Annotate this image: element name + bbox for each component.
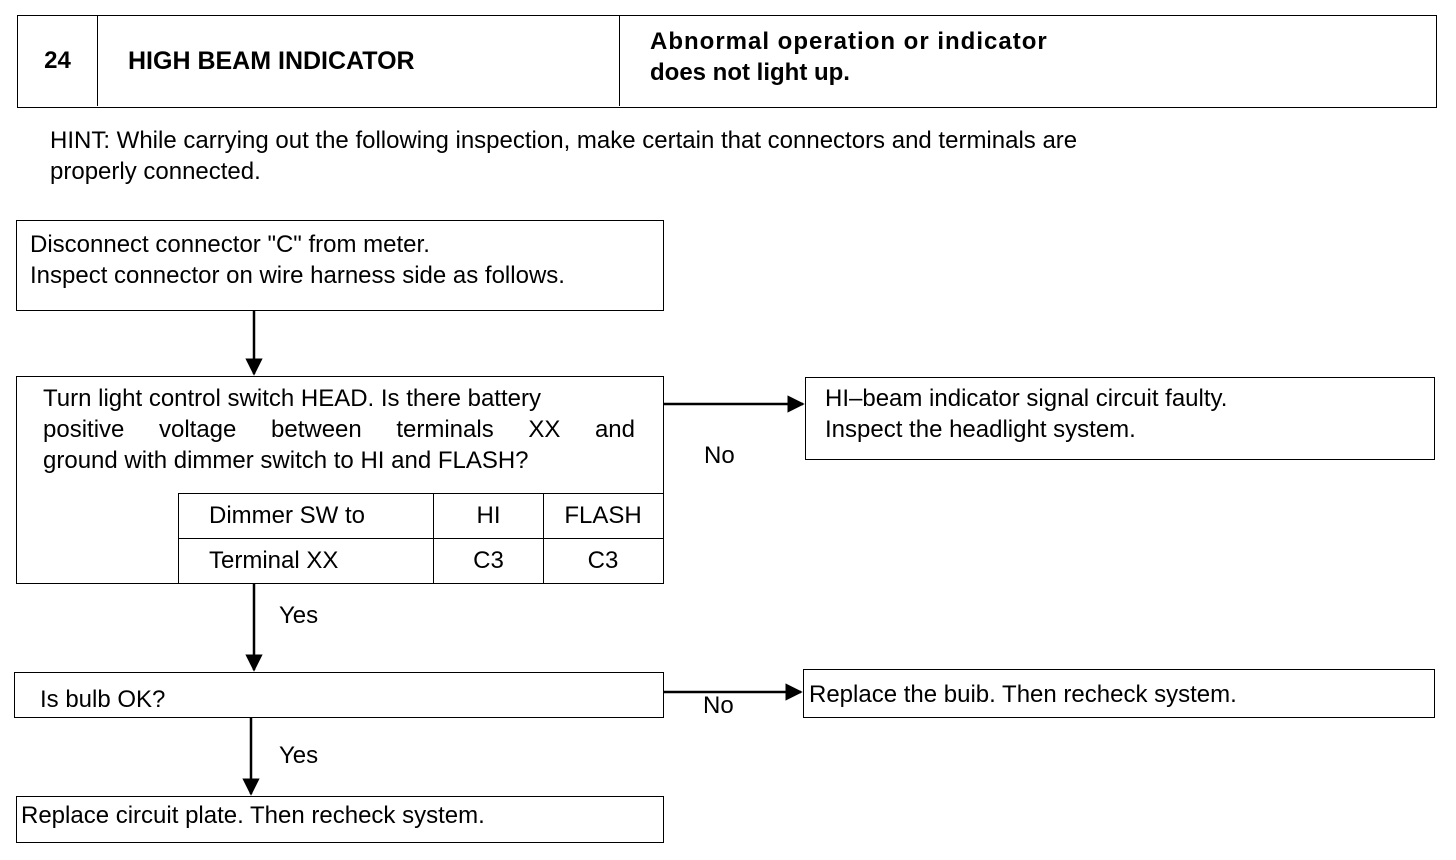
table-header-flash: FLASH [564,502,642,529]
header-title-cell [98,16,620,106]
step2-yes-label: Yes [279,602,319,629]
table-header-hi: HI [434,494,544,538]
header-symptom [650,26,1048,88]
dimmer-table [178,493,663,583]
step3-box [14,672,664,718]
table-cell-terminal: Terminal XX [179,539,434,583]
step4-box [16,796,664,843]
table-cell-hi: C3 [434,539,544,583]
header-number: 24 [44,47,71,74]
step2-box [16,376,664,584]
header-title: HIGH BEAM INDICATOR [128,46,415,75]
header-symptom-line2: does not light up. [650,59,850,86]
step3-yes-label: Yes [279,742,319,769]
step2-no-result-line2: Inspect the headlight system. [825,416,1136,443]
step2-line3: ground with dimmer switch to HI and FLASH? [43,447,529,474]
step1-box [16,220,664,311]
step2-no-result-box [805,377,1435,460]
step1-line1: Disconnect connector "C" from meter. [30,231,430,258]
header-number-cell [18,16,98,106]
step3-no-label: No [703,692,734,719]
step3-question: Is bulb OK? [40,686,166,713]
step3-no-result: Replace the buib. Then recheck system. [809,681,1237,708]
table-header-row [179,494,663,539]
step3-no-result-box [803,669,1435,718]
step2-line1: Turn light control switch HEAD. Is there battery [43,385,541,412]
table-row [179,539,663,583]
hint-line2: properly connected. [50,158,261,185]
step4-text: Replace circuit plate. Then recheck system. [21,802,485,829]
step1-line2: Inspect connector on wire harness side as follows. [30,262,565,289]
step2-no-label: No [704,442,735,469]
header-symptom-line1: Abnormal operation or indicator [650,28,1048,55]
table-cell-flash: C3 [587,547,619,574]
table-header-dimmer: Dimmer SW to [179,494,434,538]
step2-line2: positive voltage between terminals XX and [43,416,635,443]
hint-line1: HINT: While carrying out the following inspection, make certain that connectors and terminals are [50,127,1078,154]
header-bar [17,15,1437,108]
step2-no-result-line1: HI–beam indicator signal circuit faulty. [825,385,1228,412]
